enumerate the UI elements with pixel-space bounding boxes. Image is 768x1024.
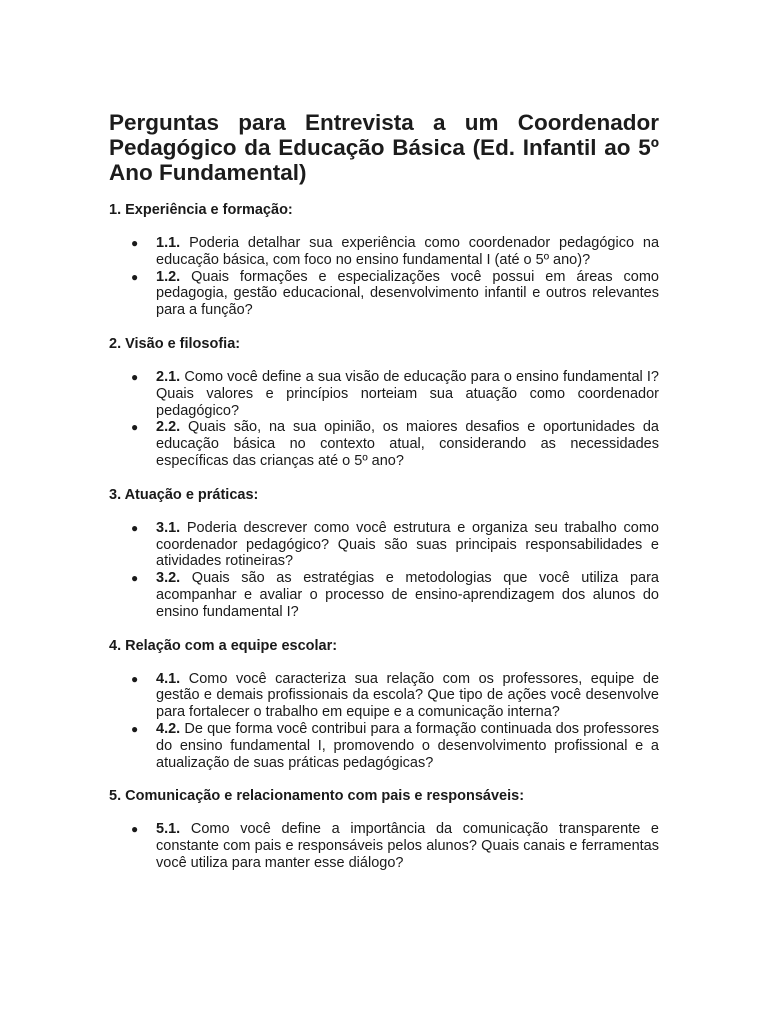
question-number: 1.2. bbox=[156, 268, 192, 285]
section-heading: 1. Experiência e formação: bbox=[109, 202, 293, 218]
question-text: Quais formações e especializações você possui em áreas como pedagogia, gestão educacional, desenvolvimento infantil e outros relevantes para a função? bbox=[156, 268, 659, 319]
question-list bbox=[109, 369, 659, 470]
question-number: 1.1. bbox=[156, 235, 190, 251]
bullet-icon: ● bbox=[131, 571, 139, 586]
question-text: Quais são, na sua opinião, os maiores desafios e oportunidades da educação básica no contexto atual, considerando as necessidades específicas das crianças até o 5º ano? bbox=[156, 419, 659, 469]
question-number: 5.1. bbox=[156, 821, 191, 838]
document-title: Perguntas para Entrevista a um Coordenador Pedagógico da Educação Básica (Ed. Infantil ao 5º Ano Fundamental) bbox=[109, 110, 659, 185]
bullet-icon: ● bbox=[131, 369, 139, 384]
question-list bbox=[109, 235, 659, 319]
question-item bbox=[109, 520, 659, 570]
bullet-icon: ● bbox=[131, 420, 139, 435]
question-number: 4.1. bbox=[156, 670, 189, 687]
section-heading: 3. Atuação e práticas: bbox=[109, 486, 259, 503]
question-item bbox=[109, 369, 659, 419]
section-experiencia bbox=[109, 202, 659, 319]
question-item bbox=[109, 419, 659, 469]
question-item bbox=[109, 671, 659, 721]
question-number: 3.2. bbox=[156, 570, 192, 587]
question-item bbox=[109, 269, 659, 319]
question-list bbox=[109, 520, 659, 621]
question-number: 4.2. bbox=[156, 720, 185, 737]
question-item bbox=[109, 821, 659, 871]
question-text: De que forma você contribui para a formação continuada dos professores do ensino fundamental I, promovendo o desenvolvimento profissional e a atualização de suas práticas pedagógicas? bbox=[156, 720, 659, 771]
question-number: 3.1. bbox=[156, 519, 187, 536]
section-heading: 5. Comunicação e relacionamento com pais e responsáveis: bbox=[109, 788, 525, 805]
bullet-icon: ● bbox=[131, 721, 139, 736]
question-item bbox=[109, 721, 659, 771]
bullet-icon: ● bbox=[131, 520, 139, 535]
section-comunicacao bbox=[109, 788, 659, 871]
question-item bbox=[109, 235, 659, 269]
bullet-icon: ● bbox=[131, 671, 139, 686]
section-heading: 2. Visão e filosofia: bbox=[109, 335, 241, 352]
question-text: Como você define a importância da comunicação transparente e constante com pais e responsáveis pelos alunos? Quais canais e ferramentas você utiliza para manter esse diálogo? bbox=[156, 821, 659, 871]
question-text: Quais são as estratégias e metodologias que você utiliza para acompanhar e avaliar o processo de ensino-aprendizagem dos alunos do ensino fundamental I? bbox=[156, 570, 659, 620]
question-number: 2.2. bbox=[156, 419, 189, 436]
section-heading: 4. Relação com a equipe escolar: bbox=[109, 637, 338, 654]
bullet-icon: ● bbox=[131, 822, 139, 837]
question-item bbox=[109, 570, 659, 620]
section-visao bbox=[109, 336, 659, 470]
bullet-icon: ● bbox=[131, 236, 139, 250]
question-text: Como você define a sua visão de educação para o ensino fundamental I? Quais valores e princípios norteiam sua atuação como coordenador pedagógico? bbox=[156, 368, 659, 419]
question-number: 2.1. bbox=[156, 368, 185, 385]
section-equipe bbox=[109, 638, 659, 772]
question-list bbox=[109, 821, 659, 871]
question-list bbox=[109, 671, 659, 772]
question-text: Poderia descrever como você estrutura e organiza seu trabalho como coordenador pedagógico? Quais são suas principais responsabilidades e atividades rotineiras? bbox=[156, 519, 659, 570]
question-text: Poderia detalhar sua experiência como coordenador pedagógico na educação básica, com foco no ensino fundamental I (até o 5º ano)? bbox=[156, 235, 660, 268]
section-atuacao bbox=[109, 487, 659, 621]
question-text: Como você caracteriza sua relação com os professores, equipe de gestão e demais profissionais da escola? Que tipo de ações você desenvolve para fortalecer o trabalho em equipe e a comunicação interna? bbox=[156, 670, 660, 721]
bullet-icon: ● bbox=[131, 269, 139, 284]
